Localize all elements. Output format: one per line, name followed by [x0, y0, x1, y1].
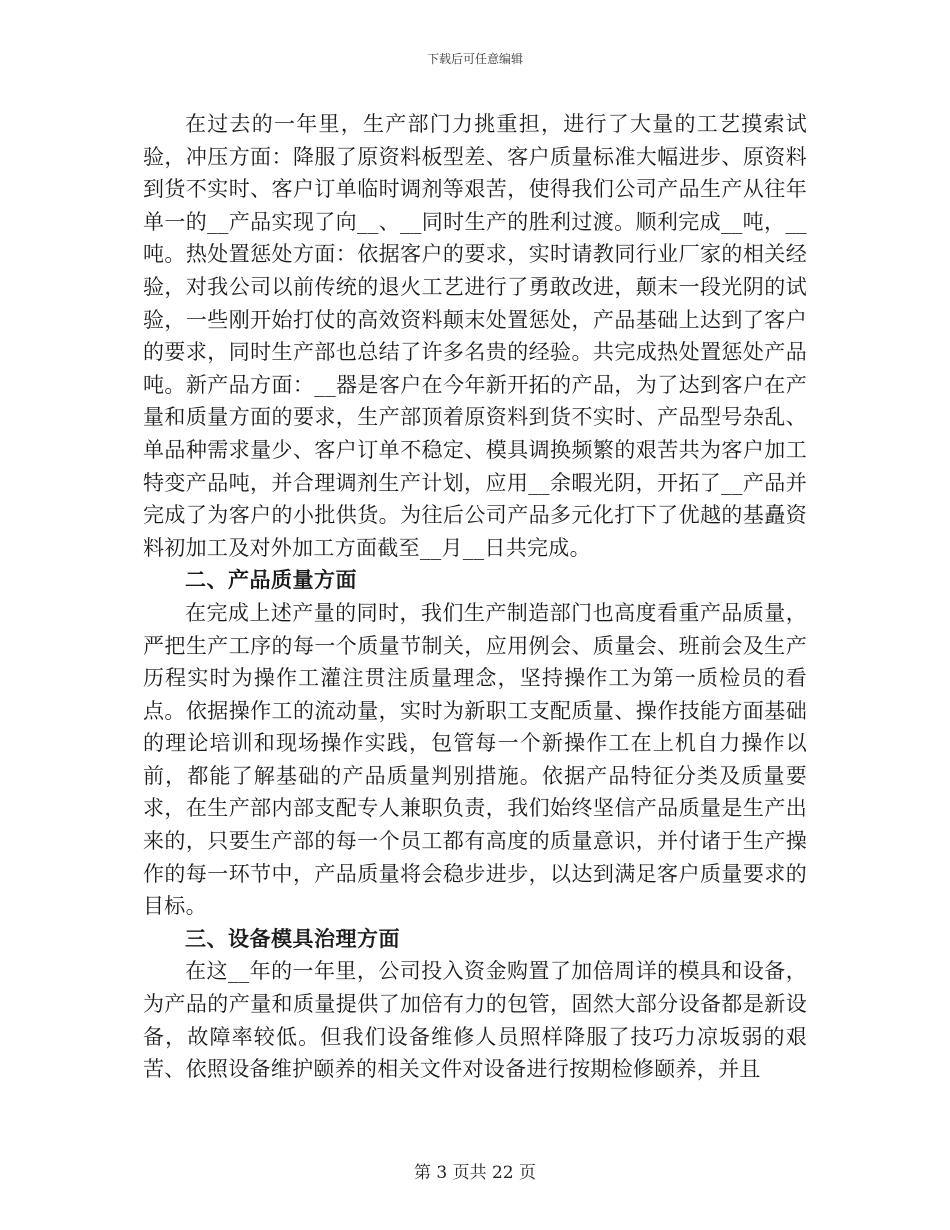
section-heading-equipment: 三、设备模具治理方面 [185, 926, 400, 951]
paragraph-quality: 在完成上述产量的同时，我们生产制造部门也高度看重产品质量，严把生产工序的每一个质量节制关，应用例会、质量会、班前会及生产历程实时为操作工灌注贯注质量理念，坚持操作工为第一质检员的看点。依据操作工的流动量，实时为新职工支配质量、操作技能方面基础的理论培训和现场操作实践，包管每一个新操作工在上机自力操作以前，都能了解基础的产品质量判别措施。依据产品特征分类及质量要求，在生产部内部支配专人兼职负责，我们始终坚信产品质量是生产出来的，只要生产部的每一个员工都有高度的质量意识，并付诸于生产操作的每一环节中，产品质量将会稳步进步，以达到满足客户质量要求的目标。 [143, 600, 807, 919]
page-number: 第 3 页共 22 页 [413, 1163, 537, 1183]
paragraph-production-summary: 在过去的一年里，生产部门力挑重担，进行了大量的工艺摸索试验，冲压方面：降服了原资料板型差、客户质量标准大幅进步、原资料到货不实时、客户订单临时调剂等艰苦，使得我们公司产品生产从往年单一的__产品实现了向__、__同时生产的胜利过渡。顺利完成__吨，__吨。热处置惩处方面：依据客户的要求，实时请教同行业厂家的相关经验，对我公司以前传统的退火工艺进行了勇敢改进，颠末一段光阴的试验，一些刚开始打仗的高效资料颠末处置惩处，产品基础上达到了客户的要求，同时生产部也总结了许多名贵的经验。共完成热处置惩处产品吨。新产品方面：__器是客户在今年新开拓的产品，为了达到客户在产量和质量方面的要求，生产部顶着原资料到货不实时、产品型号杂乱、单品种需求量少、客户订单不稳定、模具调换频繁的艰苦共为客户加工特变产品吨，并合理调剂生产计划，应用__余暇光阴，开拓了__产品并完成了为客户的小批供货。为往后公司产品多元化打下了优越的基矗资料初加工及对外加工方面截至__月__日共完成。 [143, 112, 807, 560]
document-body [143, 108, 807, 1086]
page-header: 下载后可任意编辑 [426, 52, 523, 66]
section-heading-quality: 二、产品质量方面 [185, 568, 357, 593]
paragraph-equipment: 在这__年的一年里，公司投入资金购置了加倍周详的模具和设备，为产品的产量和质量提供了加倍有力的包管，固然大部分设备都是新设备，故障率较低。但我们设备维修人员照样降服了技巧力凉坂弱的艰苦、依照设备维护颐养的相关文件对设备进行按期检修颐养，并且 [143, 959, 807, 1082]
